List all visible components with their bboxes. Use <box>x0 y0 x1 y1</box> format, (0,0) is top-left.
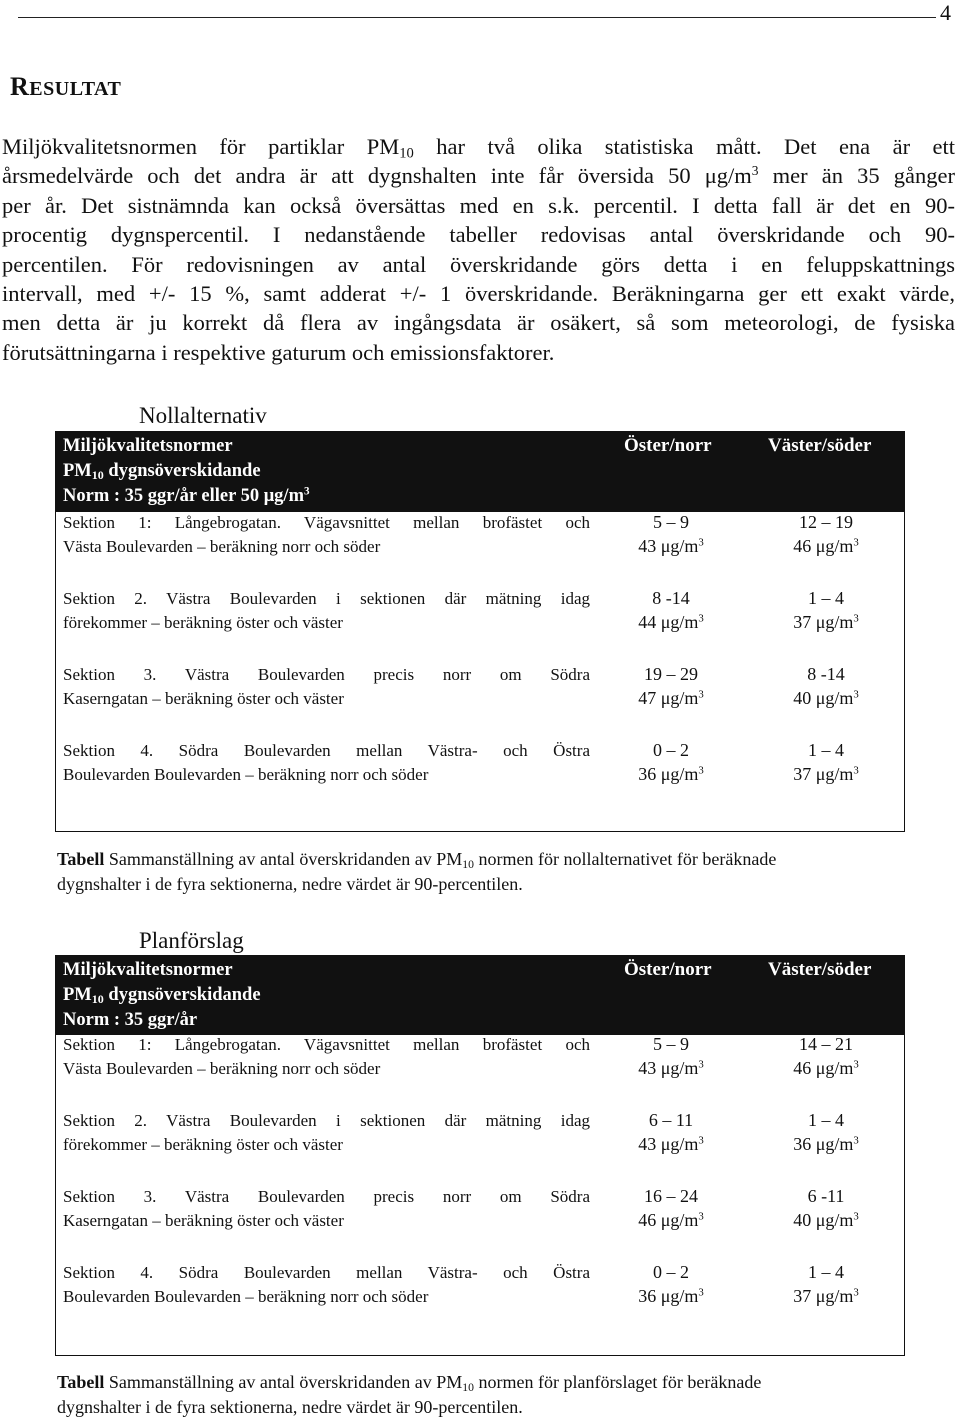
header-line: $PM_{10}$ dygnsöverskidande <box>63 985 261 1006</box>
column-header-west-south: Väster/söder <box>768 435 872 456</box>
table-planforslag <box>55 955 905 1356</box>
cell-east-north: 5 – 9 43 $\mu g/m^3$ <box>638 512 704 556</box>
intro-line: årsmedelvärde och det andra är att dygnshalten inte får översida 50 $\mu g/m^3$ mer än 35 gånger <box>2 163 955 189</box>
table-caption: Tabell Sammanställning av antal överskridanden av $PM_{10}$ normen för planförslaget för beräknade dygnshalter i de fyra sektionerna, nedre värdet är 90-percentilen. <box>57 1372 762 1417</box>
cell-east-north: 6 – 11 43 $\mu g/m^3$ <box>638 1110 704 1154</box>
intro-line: per år. Det sistnämnda kan också översättas med en s.k. percentil. I detta fall är det en 90- <box>2 192 955 218</box>
header-line: Miljökvalitetsnormer <box>63 436 233 456</box>
table-header <box>56 955 904 1035</box>
heading-initial: R <box>10 72 30 101</box>
row-description: Sektion 3. Västra Boulevarden precis norr om Södra Kaserngatan – beräkning öster och väster <box>63 1187 590 1230</box>
cell-west-south: 14 – 21 46 $\mu g/m^3$ <box>793 1034 859 1078</box>
header-line: Miljökvalitetsnormer <box>63 960 233 980</box>
row-description: Sektion 1: Långebrogatan. Vägavsnittet mellan brofästet och Västa Boulevarden – beräkning norr och söder <box>63 513 590 556</box>
cell-east-north: 8 -14 44 $\mu g/m^3$ <box>638 588 704 632</box>
table-title: Planförslag <box>139 928 244 953</box>
cell-west-south: 1 – 4 37 $\mu g/m^3$ <box>793 588 859 632</box>
table-title: Nollalternativ <box>139 403 267 428</box>
header-line: Norm : 35 ggr/år <box>63 1010 198 1030</box>
table-header <box>56 431 904 512</box>
row-description: Sektion 4. Södra Boulevarden mellan Västra- och Östra Boulevarden Boulevarden – beräkning norr och söder <box>63 1263 590 1306</box>
cell-west-south: 1 – 4 36 $\mu g/m^3$ <box>793 1110 859 1154</box>
cell-west-south: 8 -14 40 $\mu g/m^3$ <box>793 664 859 708</box>
column-header-west-south: Väster/söder <box>768 959 872 980</box>
cell-east-north: 0 – 2 36 $\mu g/m^3$ <box>638 1262 704 1306</box>
header-rule <box>18 17 936 18</box>
intro-line: Miljökvalitetsnormen för partiklar $PM_{10}$ har två olika statistiska mått. Det ena är ett <box>2 134 955 162</box>
intro-line: förutsättningarna i respektive gaturum och emissionsfaktorer. <box>2 339 555 365</box>
cell-west-south: 12 – 19 46 $\mu g/m^3$ <box>793 512 859 556</box>
intro-line: percentilen. För redovisningen av antal överskridande görs detta i en feluppskattnings <box>2 251 955 277</box>
column-header-east-north: Öster/norr <box>624 959 712 980</box>
column-header-east-north: Öster/norr <box>624 435 712 456</box>
table-caption: Tabell Sammanställning av antal överskridanden av $PM_{10}$ normen för nollalternativet för beräknade dygnshalter i de fyra sektionerna, nedre värdet är 90-percentilen. <box>57 849 777 894</box>
cell-east-north: 16 – 24 46 $\mu g/m^3$ <box>638 1186 704 1230</box>
row-description: Sektion 2. Västra Boulevarden i sektionen där mätning idag förekommer – beräkning öster och väster <box>63 589 590 632</box>
cell-east-north: 5 – 9 43 $\mu g/m^3$ <box>638 1034 704 1078</box>
cell-west-south: 1 – 4 37 $\mu g/m^3$ <box>793 1262 859 1306</box>
cell-east-north: 19 – 29 47 $\mu g/m^3$ <box>638 664 704 708</box>
page-number: 4 <box>940 0 951 25</box>
row-description: Sektion 4. Södra Boulevarden mellan Västra- och Östra Boulevarden Boulevarden – beräkning norr och söder <box>63 741 590 784</box>
intro-line: men detta är ju korrekt då flera av ingångsdata är osäkert, så som meteorologi, de fysiska <box>2 310 955 336</box>
intro-paragraph <box>2 132 955 367</box>
heading-rest: ESULTAT <box>29 78 122 100</box>
row-description: Sektion 2. Västra Boulevarden i sektionen där mätning idag förekommer – beräkning öster och väster <box>63 1111 590 1154</box>
cell-west-south: 1 – 4 37 $\mu g/m^3$ <box>793 740 859 784</box>
row-description: Sektion 1: Långebrogatan. Vägavsnittet mellan brofästet och Västa Boulevarden – beräkning norr och söder <box>63 1035 590 1078</box>
header-line: Norm : 35 ggr/år eller 50 $\mu g/m^3$ <box>63 485 310 506</box>
section-heading <box>10 72 121 102</box>
header-line: $PM_{10}$ dygnsöverskidande <box>63 461 261 482</box>
intro-line: intervall, med +/- 15 %, samt adderat +/- 1 överskridande. Beräkningarna ger ett exakt värde, <box>2 281 955 307</box>
cell-west-south: 6 -11 40 $\mu g/m^3$ <box>793 1186 859 1230</box>
intro-line: procentig dygnspercentil. I nedanstående tabeller redovisas antal överskridande och 90- <box>2 222 955 248</box>
row-description: Sektion 3. Västra Boulevarden precis norr om Södra Kaserngatan – beräkning öster och väster <box>63 665 590 708</box>
cell-east-north: 0 – 2 36 $\mu g/m^3$ <box>638 740 704 784</box>
table-nollalternativ <box>55 431 905 832</box>
